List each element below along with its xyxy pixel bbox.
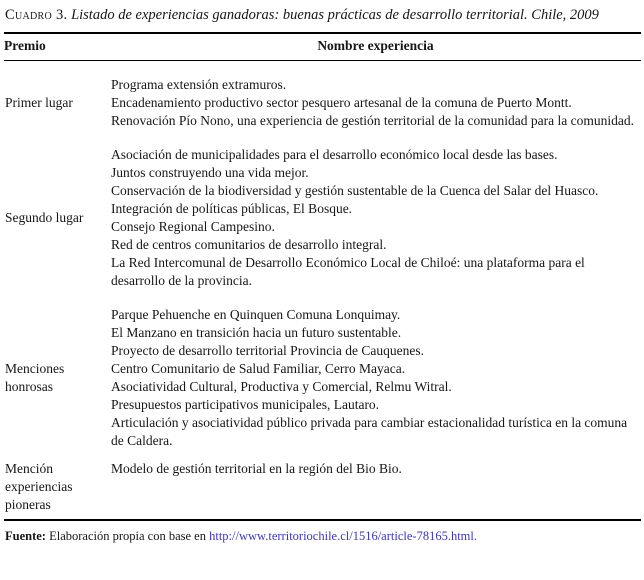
experiencias-primer-lugar: [110, 61, 641, 132]
experience-item: Programa extensión extramuros.: [111, 77, 287, 92]
table-row: [4, 451, 641, 520]
table-row: [4, 131, 641, 291]
experience-item: Red de centros comunitarios de desarrollo integral.: [111, 237, 387, 252]
experience-item: Consejo Regional Campesino.: [111, 219, 275, 234]
header-premio: Premio: [4, 33, 110, 61]
experience-item: Asociatividad Cultural, Productiva y Comercial, Relmu Witral.: [111, 379, 452, 394]
table-caption: [5, 6, 641, 25]
experience-item: La Red Intercomunal de Desarrollo Económico Local de Chiloé: una plataforma para el desarrollo de la provincia.: [111, 255, 585, 288]
table-caption-title: Listado de experiencias ganadoras: buenas prácticas de desarrollo territorial. Chile, 2009: [67, 7, 599, 23]
premio-primer-lugar: Primer lugar: [5, 95, 73, 110]
source-link[interactable]: http://www.territoriochile.cl/1516/article-78165.html: [209, 529, 474, 543]
premio-mencion-pioneras: Mención experiencias pioneras: [5, 461, 73, 512]
experience-item: Articulación y asociatividad público privada para cambiar estacionalidad turística en la comuna de Caldera.: [111, 415, 628, 448]
premio-segundo-lugar: Segundo lugar: [5, 210, 84, 225]
experience-item: Asociación de municipalidades para el desarrollo económico local desde las bases.: [111, 147, 558, 162]
table-header: [4, 33, 641, 61]
source-label: Fuente:: [5, 529, 46, 543]
experience-item: Centro Comunitario de Salud Familiar, Cerro Mayaca.: [111, 361, 406, 376]
experience-item: Juntos construyendo una vida mejor.: [111, 165, 309, 180]
header-nombre-experiencia: Nombre experiencia: [110, 33, 641, 61]
experience-item: Parque Pehuenche en Quinquen Comuna Lonquimay.: [111, 307, 401, 322]
experiencias-segundo-lugar: [110, 131, 641, 291]
source-text: Elaboración propia con base en: [45, 529, 210, 543]
source-text-after-link: .: [473, 529, 477, 543]
experiencias-menciones-honrosas: [110, 291, 641, 451]
experience-item: El Manzano en transición hacia un futuro sustentable.: [111, 325, 402, 340]
source-note: [5, 528, 641, 544]
table-row: [4, 291, 641, 451]
experience-item: Proyecto de desarrollo territorial Provincia de Cauquenes.: [111, 343, 425, 358]
experiences-table: [4, 32, 641, 521]
experience-item: Presupuestos participativos municipales, Lautaro.: [111, 397, 380, 412]
experiencias-mencion-pioneras: [110, 451, 641, 520]
experience-item: Integración de políticas públicas, El Bosque.: [111, 201, 353, 216]
experience-item: Encadenamiento productivo sector pesquero artesanal de la comuna de Puerto Montt.: [111, 95, 572, 110]
table-caption-number: Cuadro 3.: [5, 7, 68, 23]
premio-menciones-honrosas: Menciones honrosas: [5, 361, 65, 394]
experience-item: Conservación de la biodiversidad y gestión sustentable de la Cuenca del Salar del Huasco.: [111, 183, 599, 198]
table-row: [4, 61, 641, 132]
experience-item: Modelo de gestión territorial en la región del Bio Bio.: [111, 461, 402, 476]
experience-item: Renovación Pío Nono, una experiencia de gestión territorial de la comunidad para la comunidad.: [111, 113, 634, 128]
